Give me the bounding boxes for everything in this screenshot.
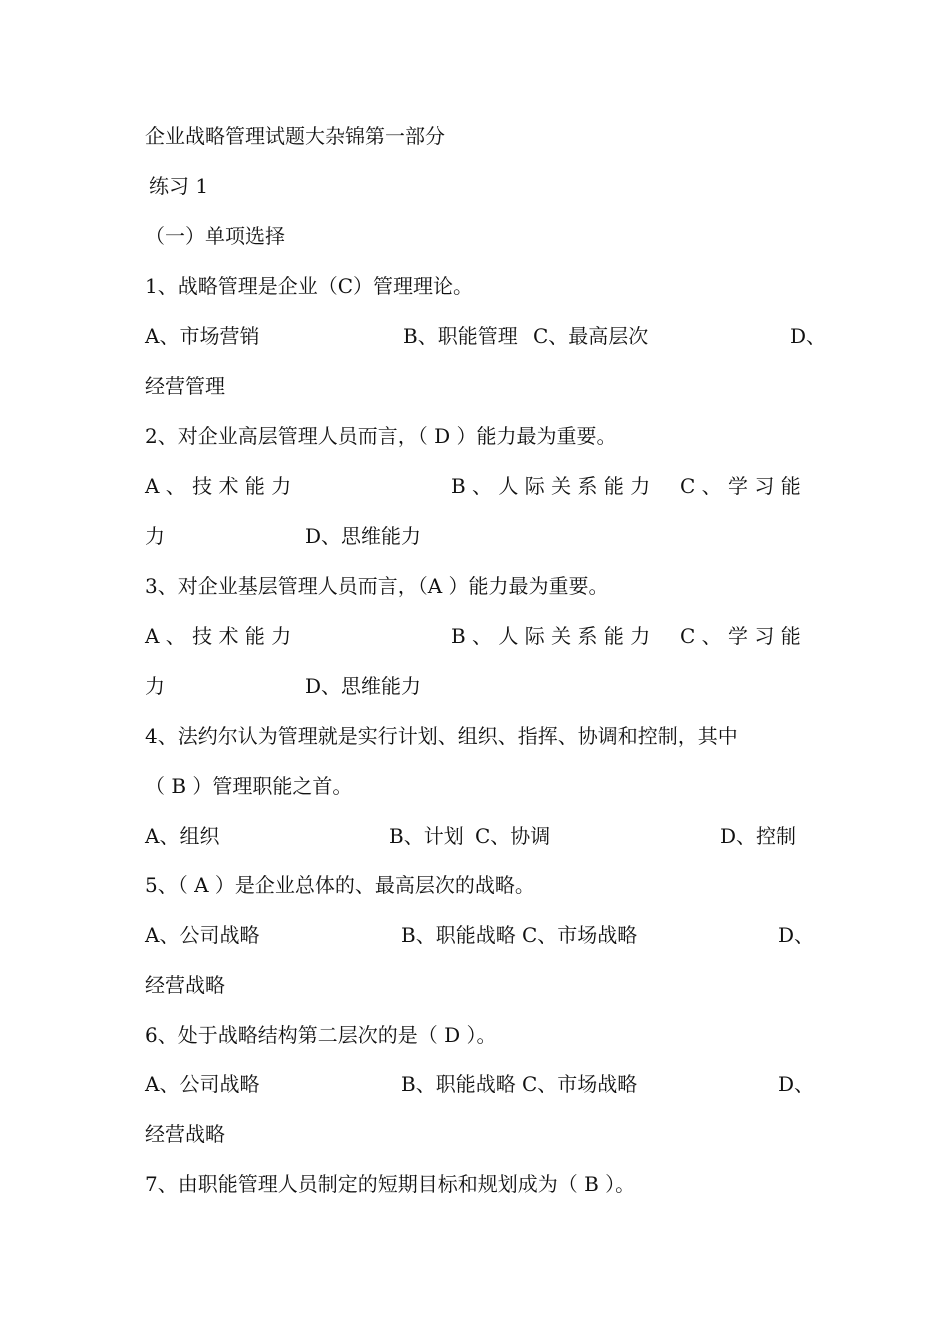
q6-option-a: A、公司战略 [145,1072,260,1096]
q6-option-b: B、职能战略 [401,1072,516,1096]
exercise-heading: 练习 1 [149,174,209,198]
question-3-stem: 3、对企业基层管理人员而言，（A ）能力最为重要。 [145,574,609,598]
q2-option-d: D、思维能力 [305,524,422,548]
q4-option-a: A、组织 [145,824,220,848]
q4-option-d: D、控制 [720,824,797,848]
q6-option-d: D、 [778,1072,815,1096]
q4-option-c: C、协调 [475,824,551,848]
q5-option-d-text: 经营战略 [145,973,225,997]
q1-option-d: D、 [790,324,827,348]
q5-option-b: B、职能战略 [401,923,516,947]
question-1-stem: 1、战略管理是企业（C）管理理论。 [145,274,474,298]
q5-option-d: D、 [778,923,815,947]
question-7-stem: 7、由职能管理人员制定的短期目标和规划成为（ B ）。 [145,1172,636,1196]
q3-option-c-cont: 力 [145,674,165,698]
q1-option-d-text: 经营管理 [145,374,225,398]
q3-option-c: C 、 学 习 能 [680,624,801,648]
q6-option-d-text: 经营战略 [145,1122,225,1146]
q3-option-b: B 、 人 际 关 系 能 力 [451,624,651,648]
question-2-stem: 2、对企业高层管理人员而言，（ D ）能力最为重要。 [145,424,617,448]
q2-option-c-cont: 力 [145,524,165,548]
q2-option-b: B 、 人 际 关 系 能 力 [451,474,651,498]
question-4-stem-line2: （ B ）管理职能之首。 [145,774,353,798]
section-heading: （一）单项选择 [145,224,285,248]
q4-option-b: B、计划 [389,824,464,848]
question-4-stem-line1: 4、法约尔认为管理就是实行计划、组织、指挥、协调和控制，其中 [145,724,738,748]
q5-option-a: A、公司战略 [145,923,260,947]
question-6-stem: 6、处于战略结构第二层次的是（ D ）。 [145,1023,497,1047]
q3-option-a: A 、 技 术 能 力 [145,624,292,648]
q1-option-a: A、市场营销 [145,324,260,348]
q3-option-d: D、思维能力 [305,674,422,698]
q6-option-c: C、市场战略 [522,1072,638,1096]
q2-option-c: C 、 学 习 能 [680,474,801,498]
q2-option-a: A 、 技 术 能 力 [145,474,292,498]
document-title: 企业战略管理试题大杂锦第一部分 [145,124,445,148]
question-5-stem: 5、（ A ）是企业总体的、最高层次的战略。 [145,873,535,897]
q1-option-c: C、最高层次 [533,324,649,348]
q5-option-c: C、市场战略 [522,923,638,947]
q1-option-b: B、职能管理 [403,324,518,348]
